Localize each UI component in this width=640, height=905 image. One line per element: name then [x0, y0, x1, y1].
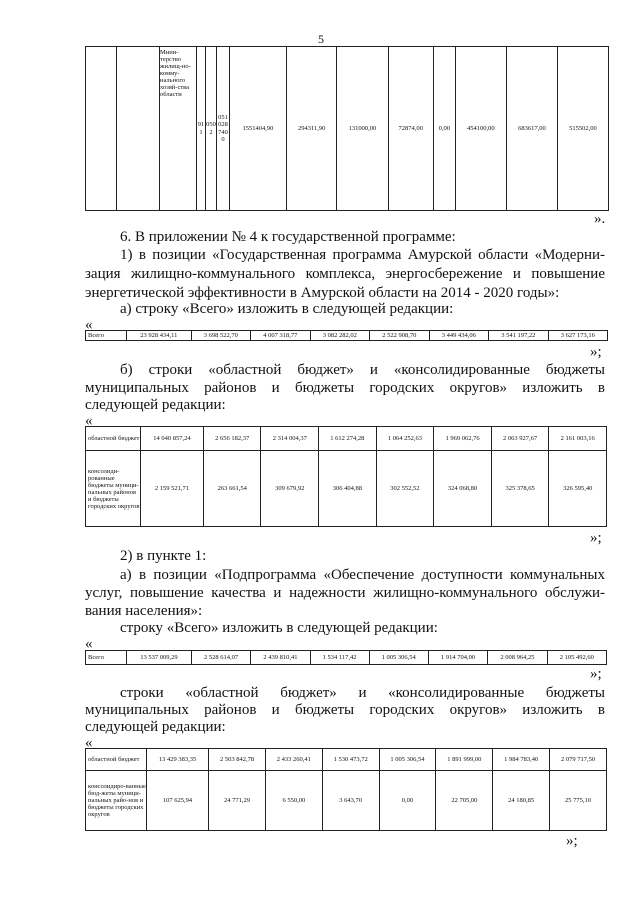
total-table-2 — [85, 650, 607, 665]
value-cell: 1 064 252,63 — [376, 427, 434, 451]
value-cell: 6 550,00 — [265, 771, 322, 831]
value-cell: 0,00 — [433, 47, 455, 211]
value-cell: 2 503 842,78 — [209, 749, 266, 771]
value-cell: 22 705,00 — [436, 771, 493, 831]
value-cell: 1 005 306,54 — [369, 651, 428, 665]
value-cell: 3 627 173,16 — [548, 331, 608, 341]
paragraph: зация жилищно-коммунального комплекса, энергосбережение и повышение — [85, 266, 605, 282]
ministry-cell: Мини-терство жилищ-но-комму-нального хозяй-ства области — [160, 47, 197, 211]
budget-table-1 — [85, 426, 607, 527]
value-cell: 131000,00 — [337, 47, 388, 211]
value-cell: 263 661,54 — [203, 451, 261, 527]
paragraph: вания населения»: — [85, 603, 203, 619]
value-cell: 1 969 062,76 — [434, 427, 492, 451]
value-cell: 2 522 908,70 — [370, 331, 429, 341]
value-cell: 1 612 274,28 — [319, 427, 377, 451]
paragraph: муниципальных районов и бюджеты городских округов» изложить в — [85, 380, 605, 396]
open-quote: « — [85, 636, 93, 652]
row-label: Всего — [86, 651, 127, 665]
paragraph: услуг, повышение качества и надежности жилищно-коммунального обслужи- — [85, 585, 605, 601]
paragraph: следующей редакции: — [85, 719, 226, 735]
value-cell: 294311,90 — [286, 47, 337, 211]
value-cell: 2 159 521,71 — [141, 451, 204, 527]
value-cell: 3 082 282,02 — [310, 331, 369, 341]
value-cell: 13 537 009,29 — [127, 651, 192, 665]
value-cell: 324 068,80 — [434, 451, 492, 527]
value-cell: 3 698 522,70 — [191, 331, 250, 341]
closing-quote: »; — [590, 666, 602, 682]
paragraph: б) строки «областной бюджет» и «консолидированные бюджеты — [120, 362, 605, 378]
value-cell: 14 040 857,24 — [141, 427, 204, 451]
row-label: областной бюджет — [86, 427, 141, 451]
value-cell: 2 105 492,60 — [547, 651, 606, 665]
value-cell: 2 079 717,50 — [550, 749, 607, 771]
total-table-1 — [85, 330, 608, 341]
row-label: Всего — [86, 331, 127, 341]
value-cell: 0,00 — [379, 771, 436, 831]
value-cell: 2 528 614,07 — [191, 651, 250, 665]
value-cell: 683617,00 — [506, 47, 557, 211]
value-cell: 2 433 260,41 — [265, 749, 322, 771]
paragraph: а) в позиции «Подпрограмма «Обеспечение доступности коммунальных — [120, 567, 605, 583]
code-cell: 911 — [197, 47, 206, 211]
closing-quote: »; — [566, 833, 578, 849]
value-cell: 325 378,65 — [491, 451, 549, 527]
value-cell: 1 984 783,40 — [493, 749, 550, 771]
value-cell: 1551404,90 — [230, 47, 287, 211]
value-cell: 4 007 318,77 — [251, 331, 310, 341]
closing-quote: ». — [594, 211, 606, 227]
paragraph: 1) в позиции «Государственная программа Амурской области «Модерни- — [120, 247, 605, 263]
value-cell: 2 161 003,16 — [549, 427, 607, 451]
value-cell: 306 404,88 — [319, 451, 377, 527]
row-label: консолидиро-ванные бюд-жеты муници-пальных райо-нов и бюджеты городских округов — [86, 771, 147, 831]
value-cell: 23 928 434,11 — [127, 331, 192, 341]
value-cell: 302 552,52 — [376, 451, 434, 527]
closing-quote: »; — [590, 344, 602, 360]
value-cell: 72874,00 — [388, 47, 433, 211]
value-cell: 454100,00 — [455, 47, 506, 211]
value-cell: 3 449 434,06 — [429, 331, 488, 341]
value-cell: 1 530 473,72 — [322, 749, 379, 771]
value-cell: 326 595,40 — [549, 451, 607, 527]
paragraph: 2) в пункте 1: — [120, 548, 207, 564]
value-cell: 107 625,94 — [147, 771, 209, 831]
code-cell: 0502 — [206, 47, 217, 211]
value-cell: 25 775,10 — [550, 771, 607, 831]
value-cell: 1 914 704,00 — [428, 651, 487, 665]
paragraph: следующей редакции: — [85, 397, 226, 413]
top-table — [85, 46, 609, 211]
value-cell: 309 679,92 — [261, 451, 319, 527]
paragraph: строку «Всего» изложить в следующей редакции: — [120, 620, 438, 636]
value-cell: 1 005 306,54 — [379, 749, 436, 771]
budget-table-2 — [85, 748, 607, 831]
paragraph: а) строку «Всего» изложить в следующей редакции: — [120, 301, 454, 317]
paragraph: 6. В приложении № 4 к государственной программе: — [120, 229, 456, 245]
paragraph: строки «областной бюджет» и «консолидированные бюджеты — [120, 685, 605, 701]
value-cell: 2 439 810,41 — [251, 651, 310, 665]
value-cell: 1 891 999,00 — [436, 749, 493, 771]
value-cell: 1 534 117,42 — [310, 651, 369, 665]
value-cell: 3 643,70 — [322, 771, 379, 831]
row-label: консолиди-рованные бюджеты муници-пальных районов и бюджеты городских округов — [86, 451, 141, 527]
value-cell: 24 771,29 — [209, 771, 266, 831]
closing-quote: »; — [590, 530, 602, 546]
row-label: областной бюджет — [86, 749, 147, 771]
value-cell: 2 063 927,67 — [491, 427, 549, 451]
code-cell: 0510287400 — [217, 47, 230, 211]
value-cell: 24 180,85 — [493, 771, 550, 831]
value-cell: 515502,00 — [557, 47, 608, 211]
open-quote: « — [85, 317, 93, 333]
open-quote: « — [85, 735, 93, 751]
paragraph: энергетической эффективности в Амурской области на 2014 - 2020 годы»: — [85, 285, 560, 301]
open-quote: « — [85, 413, 93, 429]
page-number: 5 — [318, 32, 324, 46]
value-cell: 13 429 383,35 — [147, 749, 209, 771]
empty-cell — [86, 47, 117, 211]
empty-cell — [117, 47, 160, 211]
value-cell: 2 656 182,37 — [203, 427, 261, 451]
value-cell: 2 008 964,25 — [488, 651, 547, 665]
value-cell: 3 541 197,22 — [489, 331, 548, 341]
value-cell: 2 314 004,37 — [261, 427, 319, 451]
paragraph: муниципальных районов и бюджеты городских округов» изложить в — [85, 702, 605, 718]
